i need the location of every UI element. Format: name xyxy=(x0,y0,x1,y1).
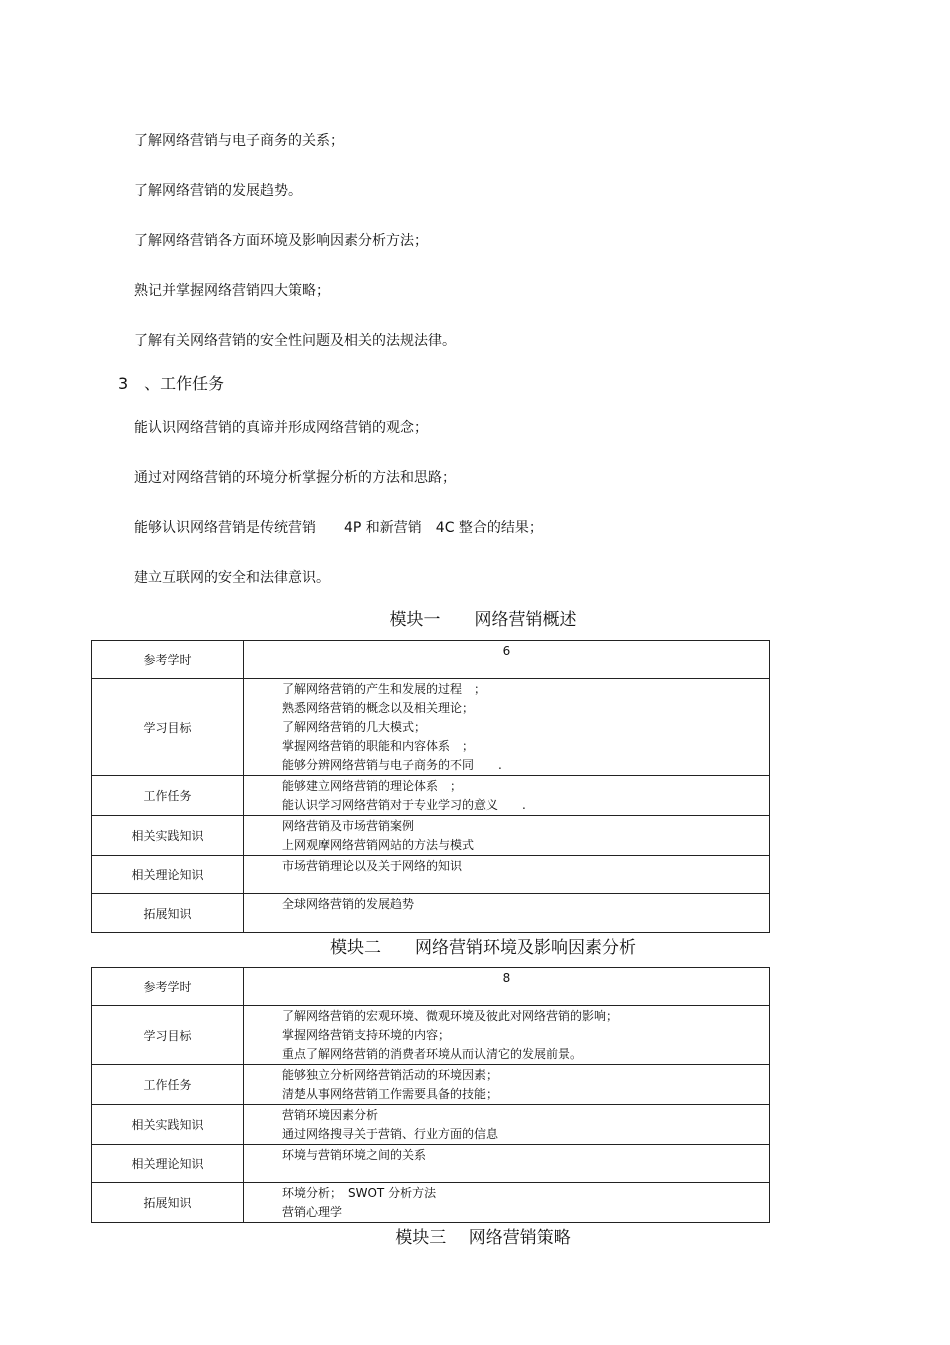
cell-line: 环境分析； SWOT 分析方法 xyxy=(282,1186,437,1200)
row-label: 相关理论知识 xyxy=(92,856,244,894)
row-value xyxy=(244,1145,770,1183)
row-value xyxy=(244,641,770,679)
row-label: 工作任务 xyxy=(92,776,244,816)
row-label: 工作任务 xyxy=(92,1065,244,1105)
cell-line: 通过网络搜寻关于营销、行业方面的信息 xyxy=(282,1127,499,1141)
table-row xyxy=(92,1006,770,1065)
table-row xyxy=(92,641,770,679)
cell-line: 熟悉网络营销的概念以及相关理论； xyxy=(282,701,475,715)
row-label: 拓展知识 xyxy=(92,1183,244,1223)
goal-line: 熟记并掌握网络营销四大策略； xyxy=(134,283,330,299)
cell-line: 网络营销及市场营销案例 xyxy=(282,819,415,833)
row-value xyxy=(244,776,770,816)
cell-line: 了解网络营销的宏观环境、微观环境及彼此对网络营销的影响； xyxy=(282,1009,619,1023)
row-label: 拓展知识 xyxy=(92,894,244,933)
row-value xyxy=(244,816,770,856)
cell-line: 掌握网络营销支持环境的内容； xyxy=(282,1028,451,1042)
row-value xyxy=(244,894,770,933)
cell-line: 全球网络营销的发展趋势 xyxy=(282,897,415,911)
cell-line: 能够分辨网络营销与电子商务的不同 . xyxy=(282,758,502,772)
cell-line: 上网观摩网络营销网站的方法与模式 xyxy=(282,838,475,852)
row-label: 参考学时 xyxy=(92,968,244,1006)
cell-line: 掌握网络营销的职能和内容体系 ； xyxy=(282,739,475,753)
cell-line: 能认识学习网络营销对于专业学习的意义 . xyxy=(282,798,526,812)
cell-line: 重点了解网络营销的消费者环境从而认清它的发展前景。 xyxy=(282,1047,583,1061)
row-value xyxy=(244,679,770,776)
hours-value: 8 xyxy=(502,971,511,985)
cell-line: 环境与营销环境之间的关系 xyxy=(282,1148,427,1162)
table-row xyxy=(92,1065,770,1105)
cell-line: 能够建立网络营销的理论体系 ； xyxy=(282,779,463,793)
cell-line: 营销环境因素分析 xyxy=(282,1108,379,1122)
table-row xyxy=(92,968,770,1006)
cell-line: 了解网络营销的产生和发展的过程 ； xyxy=(282,682,487,696)
goal-line: 了解网络营销的发展趋势。 xyxy=(134,183,302,199)
row-value xyxy=(244,1006,770,1065)
module-table xyxy=(91,967,770,1223)
row-label: 相关实践知识 xyxy=(92,816,244,856)
cell-line: 营销心理学 xyxy=(282,1205,343,1219)
table-row xyxy=(92,1183,770,1223)
table-row xyxy=(92,816,770,856)
goal-line: 了解网络营销与电子商务的关系； xyxy=(134,133,344,149)
row-value xyxy=(244,1183,770,1223)
goal-line: 了解网络营销各方面环境及影响因素分析方法； xyxy=(134,233,428,249)
hours-value: 6 xyxy=(502,644,511,658)
table-row xyxy=(92,679,770,776)
task-line: 能认识网络营销的真谛并形成网络营销的观念； xyxy=(134,420,428,436)
table-row xyxy=(92,776,770,816)
table-row xyxy=(92,1105,770,1145)
row-label: 参考学时 xyxy=(92,641,244,679)
row-label: 相关理论知识 xyxy=(92,1145,244,1183)
table-row xyxy=(92,894,770,933)
row-value xyxy=(244,1065,770,1105)
cell-line: 能够独立分析网络营销活动的环境因素； xyxy=(282,1068,499,1082)
cell-line: 了解网络营销的几大模式； xyxy=(282,720,427,734)
cell-line: 清楚从事网络营销工作需要具备的技能； xyxy=(282,1087,499,1101)
module-table xyxy=(91,640,770,933)
row-label: 学习目标 xyxy=(92,679,244,776)
task-line: 通过对网络营销的环境分析掌握分析的方法和思路； xyxy=(134,470,456,486)
row-label: 相关实践知识 xyxy=(92,1105,244,1145)
section-heading: 3 、工作任务 xyxy=(118,374,225,393)
table-row xyxy=(92,856,770,894)
cell-line: 市场营销理论以及关于网络的知识 xyxy=(282,859,463,873)
row-value xyxy=(244,856,770,894)
module-title: 模块一 网络营销概述 xyxy=(389,610,577,630)
row-value xyxy=(244,968,770,1006)
goal-line: 了解有关网络营销的安全性问题及相关的法规法律。 xyxy=(134,333,456,349)
table-row xyxy=(92,1145,770,1183)
module-title: 模块二 网络营销环境及影响因素分析 xyxy=(330,938,636,958)
module-title: 模块三 网络营销策略 xyxy=(395,1228,571,1248)
task-line: 建立互联网的安全和法律意识。 xyxy=(134,570,330,586)
row-value xyxy=(244,1105,770,1145)
row-label: 学习目标 xyxy=(92,1006,244,1065)
task-line: 能够认识网络营销是传统营销 4P 和新营销 4C 整合的结果； xyxy=(134,520,543,536)
